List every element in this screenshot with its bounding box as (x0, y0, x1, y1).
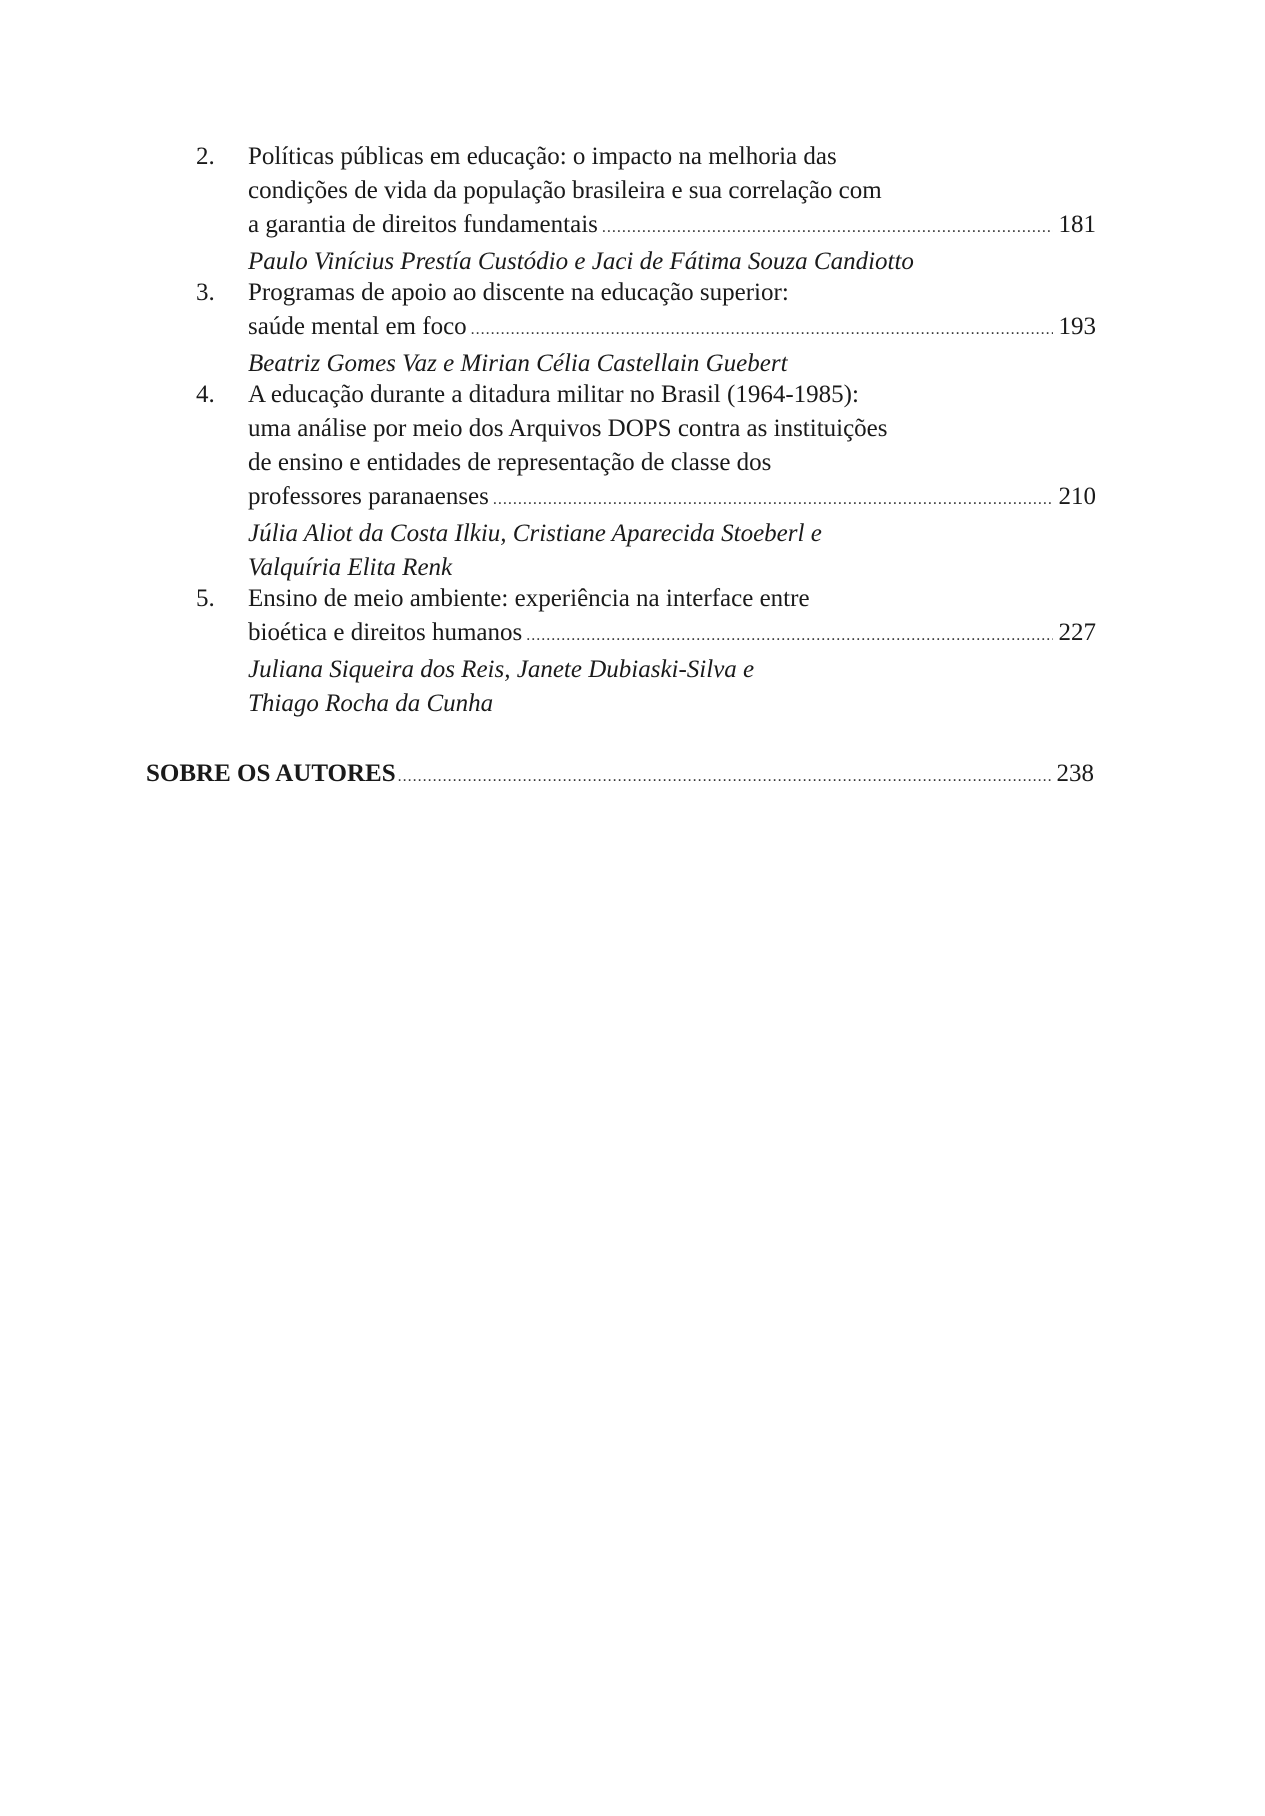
dot-leader (493, 483, 1053, 517)
entry-body (248, 276, 1096, 381)
page-number: 210 (1058, 483, 1096, 510)
entry-title-line: uma análise por meio dos Arquivos DOPS contra as instituições (248, 415, 888, 442)
entry-number: 3. (196, 279, 215, 306)
entry-authors: Valquíria Elita Renk (248, 554, 453, 581)
entry-title-line: A educação durante a ditadura militar no Brasil (1964-1985): (248, 381, 859, 408)
entry-leader-line (248, 616, 1096, 653)
entry-title-line: condições de vida da população brasileira e sua correlação com (248, 177, 882, 204)
dot-leader (602, 211, 1053, 245)
entry-title-line: Políticas públicas em educação: o impacto na melhoria das (248, 143, 837, 170)
entry-title-line: Ensino de meio ambiente: experiência na interface entre (248, 585, 810, 612)
entry-authors: Juliana Siqueira dos Reis, Janete Dubiaski-Silva e (248, 656, 755, 683)
page-number: 227 (1058, 619, 1096, 646)
entry-body (248, 582, 1096, 721)
entry-number: 2. (196, 143, 215, 170)
entry-title-line: de ensino e entidades de representação de classe dos (248, 449, 772, 476)
page-number: 238 (1056, 760, 1094, 787)
entry-body (248, 378, 1096, 585)
entry-leader-line (248, 208, 1096, 245)
entry-title-last-line: saúde mental em foco (248, 313, 467, 340)
entry-body (248, 140, 1096, 279)
entry-authors: Paulo Vinícius Prestía Custódio e Jaci de Fátima Souza Candiotto (248, 248, 914, 275)
entry-title-last-line: professores paranaenses (248, 483, 489, 510)
entry-authors: Júlia Aliot da Costa Ilkiu, Cristiane Aparecida Stoeberl e (248, 520, 822, 547)
entry-authors: Beatriz Gomes Vaz e Mirian Célia Castellain Guebert (248, 350, 788, 377)
entry-leader-line (248, 480, 1096, 517)
dot-leader (526, 619, 1052, 653)
entry-leader-line (248, 310, 1096, 347)
section-entry-sobre-os-autores (146, 757, 1094, 794)
entry-number: 5. (196, 585, 215, 612)
section-title: SOBRE OS AUTORES (146, 760, 396, 787)
page-number: 193 (1058, 313, 1096, 340)
entry-number: 4. (196, 381, 215, 408)
entry-title-line: Programas de apoio ao discente na educação superior: (248, 279, 789, 306)
entry-title-last-line: a garantia de direitos fundamentais (248, 211, 598, 238)
entry-title-last-line: bioética e direitos humanos (248, 619, 523, 646)
entry-authors: Thiago Rocha da Cunha (248, 690, 494, 717)
page-number: 181 (1058, 211, 1096, 238)
dot-leader (398, 760, 1051, 794)
dot-leader (471, 313, 1053, 347)
